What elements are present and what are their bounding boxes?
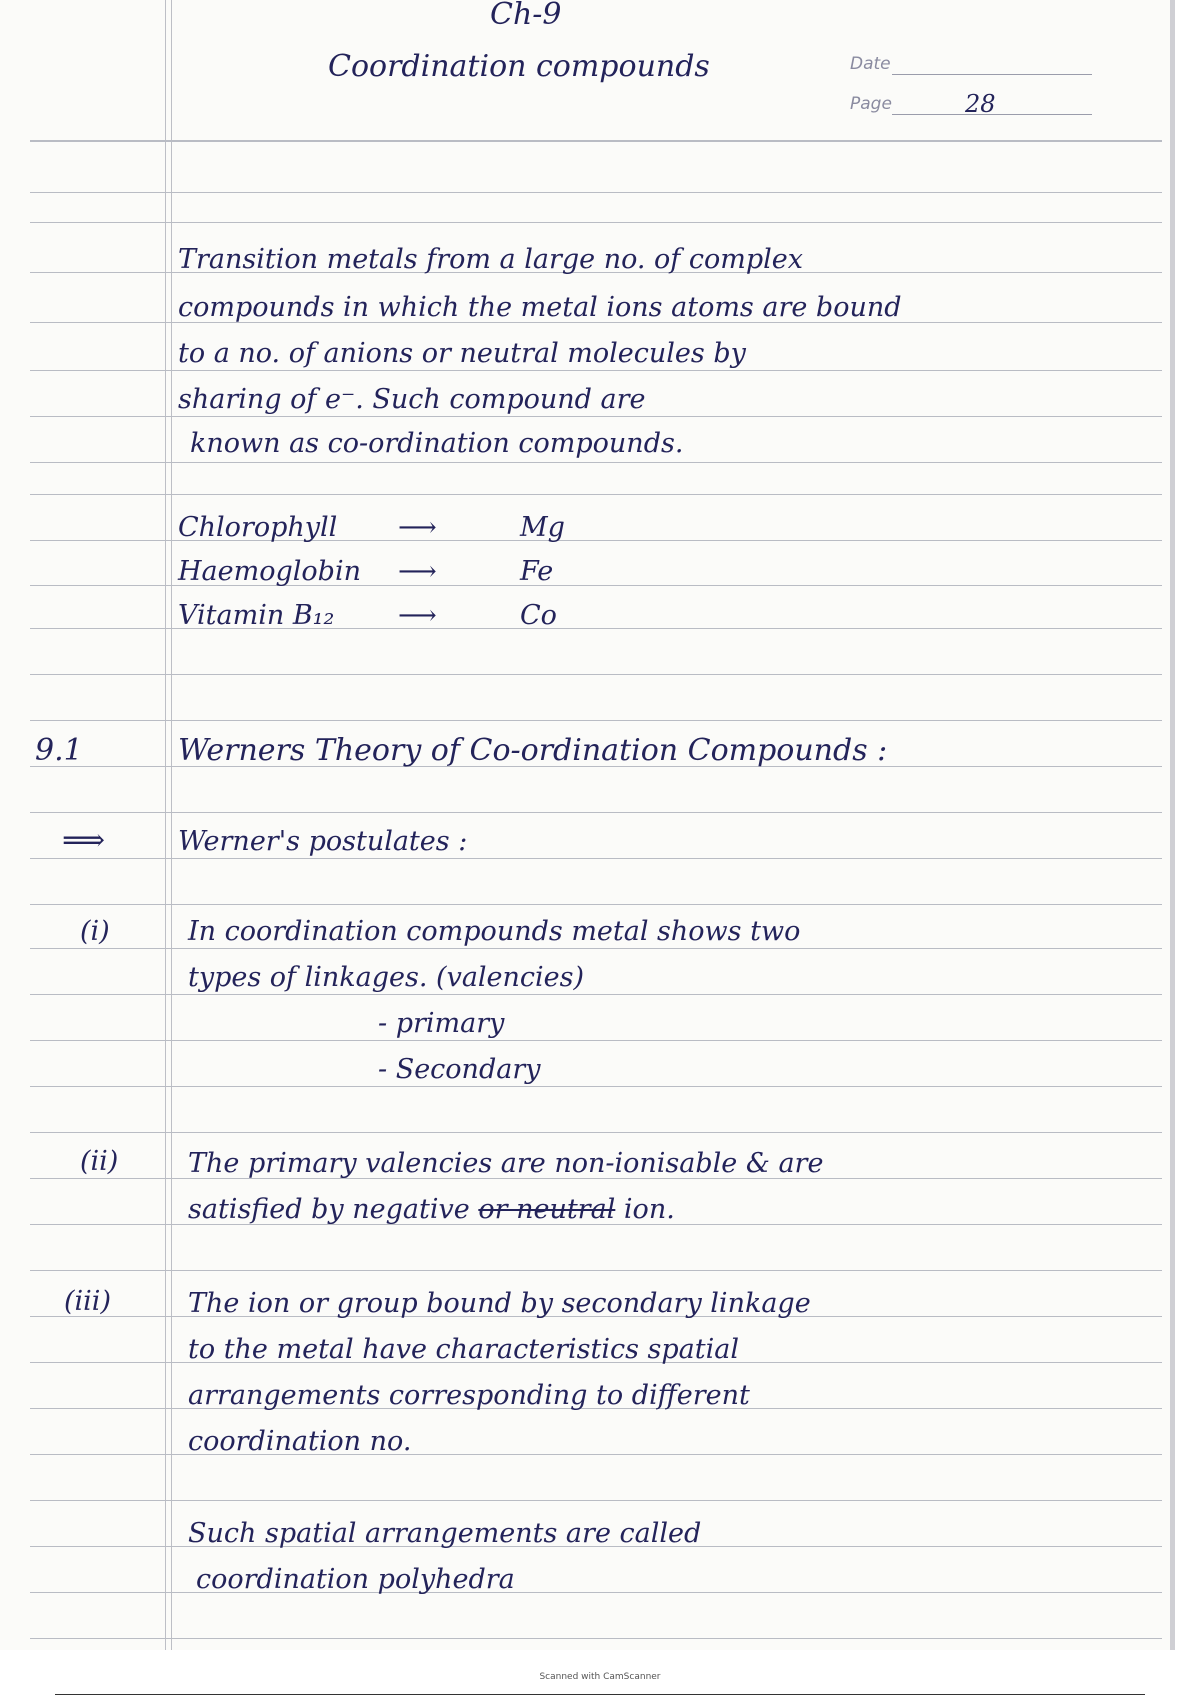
right-arrow-icon: ⟶ (398, 556, 437, 587)
rule-line (30, 462, 1162, 463)
rule-line (30, 1638, 1162, 1639)
sub-item: - primary (378, 1008, 505, 1039)
example-metal: Mg (520, 512, 565, 543)
intro-line: known as co-ordination compounds. (190, 428, 684, 459)
rule-line (30, 720, 1162, 721)
right-arrow-icon: ⟶ (398, 600, 437, 631)
rule-line (30, 812, 1162, 813)
example-compound: Haemoglobin (178, 556, 361, 587)
postulate-line (188, 1196, 675, 1223)
intro-line: to a no. of anions or neutral molecules by (178, 338, 746, 369)
rule-line (30, 1500, 1162, 1501)
section-number: 9.1 (35, 733, 83, 768)
postulate-line: types of linkages. (valencies) (188, 962, 585, 993)
postulate-line: The primary valencies are non-ionisable & are (188, 1148, 824, 1179)
date-label: Date (850, 54, 891, 74)
rule-line (30, 858, 1162, 859)
right-arrow-icon: ⟶ (398, 512, 437, 543)
date-fill-line (892, 74, 1092, 75)
double-arrow-icon: ⟹ (62, 823, 106, 858)
rule-line (30, 948, 1162, 949)
postulate-line: arrangements corresponding to different (188, 1380, 750, 1411)
example-compound: Chlorophyll (178, 512, 338, 543)
postulate-line: to the metal have characteristics spatial (188, 1334, 739, 1365)
postulate-number: (i) (80, 916, 110, 947)
postulate-text: ion. (623, 1194, 675, 1225)
rule-line (30, 1132, 1162, 1133)
rule-line (30, 904, 1162, 905)
intro-line: compounds in which the metal ions atoms are bound (178, 292, 902, 323)
example-compound: Vitamin B₁₂ (178, 600, 335, 631)
rule-line (30, 370, 1162, 371)
rule-line (30, 994, 1162, 995)
rule-line (30, 222, 1162, 223)
page-label: Page (850, 94, 892, 114)
intro-line: Transition metals from a large no. of complex (178, 244, 803, 275)
margin-line (165, 0, 166, 1650)
scanner-watermark: Scanned with CamScanner (539, 1672, 661, 1682)
postulate-line: In coordination compounds metal shows two (188, 916, 801, 947)
sub-item: - Secondary (378, 1054, 541, 1085)
postulate-line: The ion or group bound by secondary linkage (188, 1288, 811, 1319)
struck-text: or neutral (478, 1194, 616, 1225)
section-heading: Werners Theory of Co-ordination Compounds : (178, 733, 888, 768)
postulate-number: (ii) (80, 1146, 119, 1177)
page-number: 28 (965, 90, 996, 118)
page-title: Coordination compounds (328, 49, 710, 84)
rule-line (30, 1086, 1162, 1087)
rule-line (30, 674, 1162, 675)
bottom-divider (55, 1694, 1145, 1695)
closing-line: coordination polyhedra (196, 1564, 515, 1595)
rule-line (30, 192, 1162, 193)
rule-line (30, 1040, 1162, 1041)
postulate-line: coordination no. (188, 1426, 412, 1457)
header-rule (30, 140, 1162, 142)
rule-line (30, 1270, 1162, 1271)
postulate-number: (iii) (64, 1286, 111, 1317)
margin-line (171, 0, 172, 1650)
example-metal: Co (520, 600, 557, 631)
rule-line (30, 494, 1162, 495)
postulate-text: satisfied by negative (188, 1194, 470, 1225)
chapter-label: Ch-9 (490, 0, 562, 32)
closing-line: Such spatial arrangements are called (188, 1518, 702, 1549)
example-metal: Fe (520, 556, 554, 587)
intro-line: sharing of e⁻. Such compound are (178, 384, 646, 415)
rule-line (30, 416, 1162, 417)
postulates-heading: Werner's postulates : (178, 826, 468, 857)
